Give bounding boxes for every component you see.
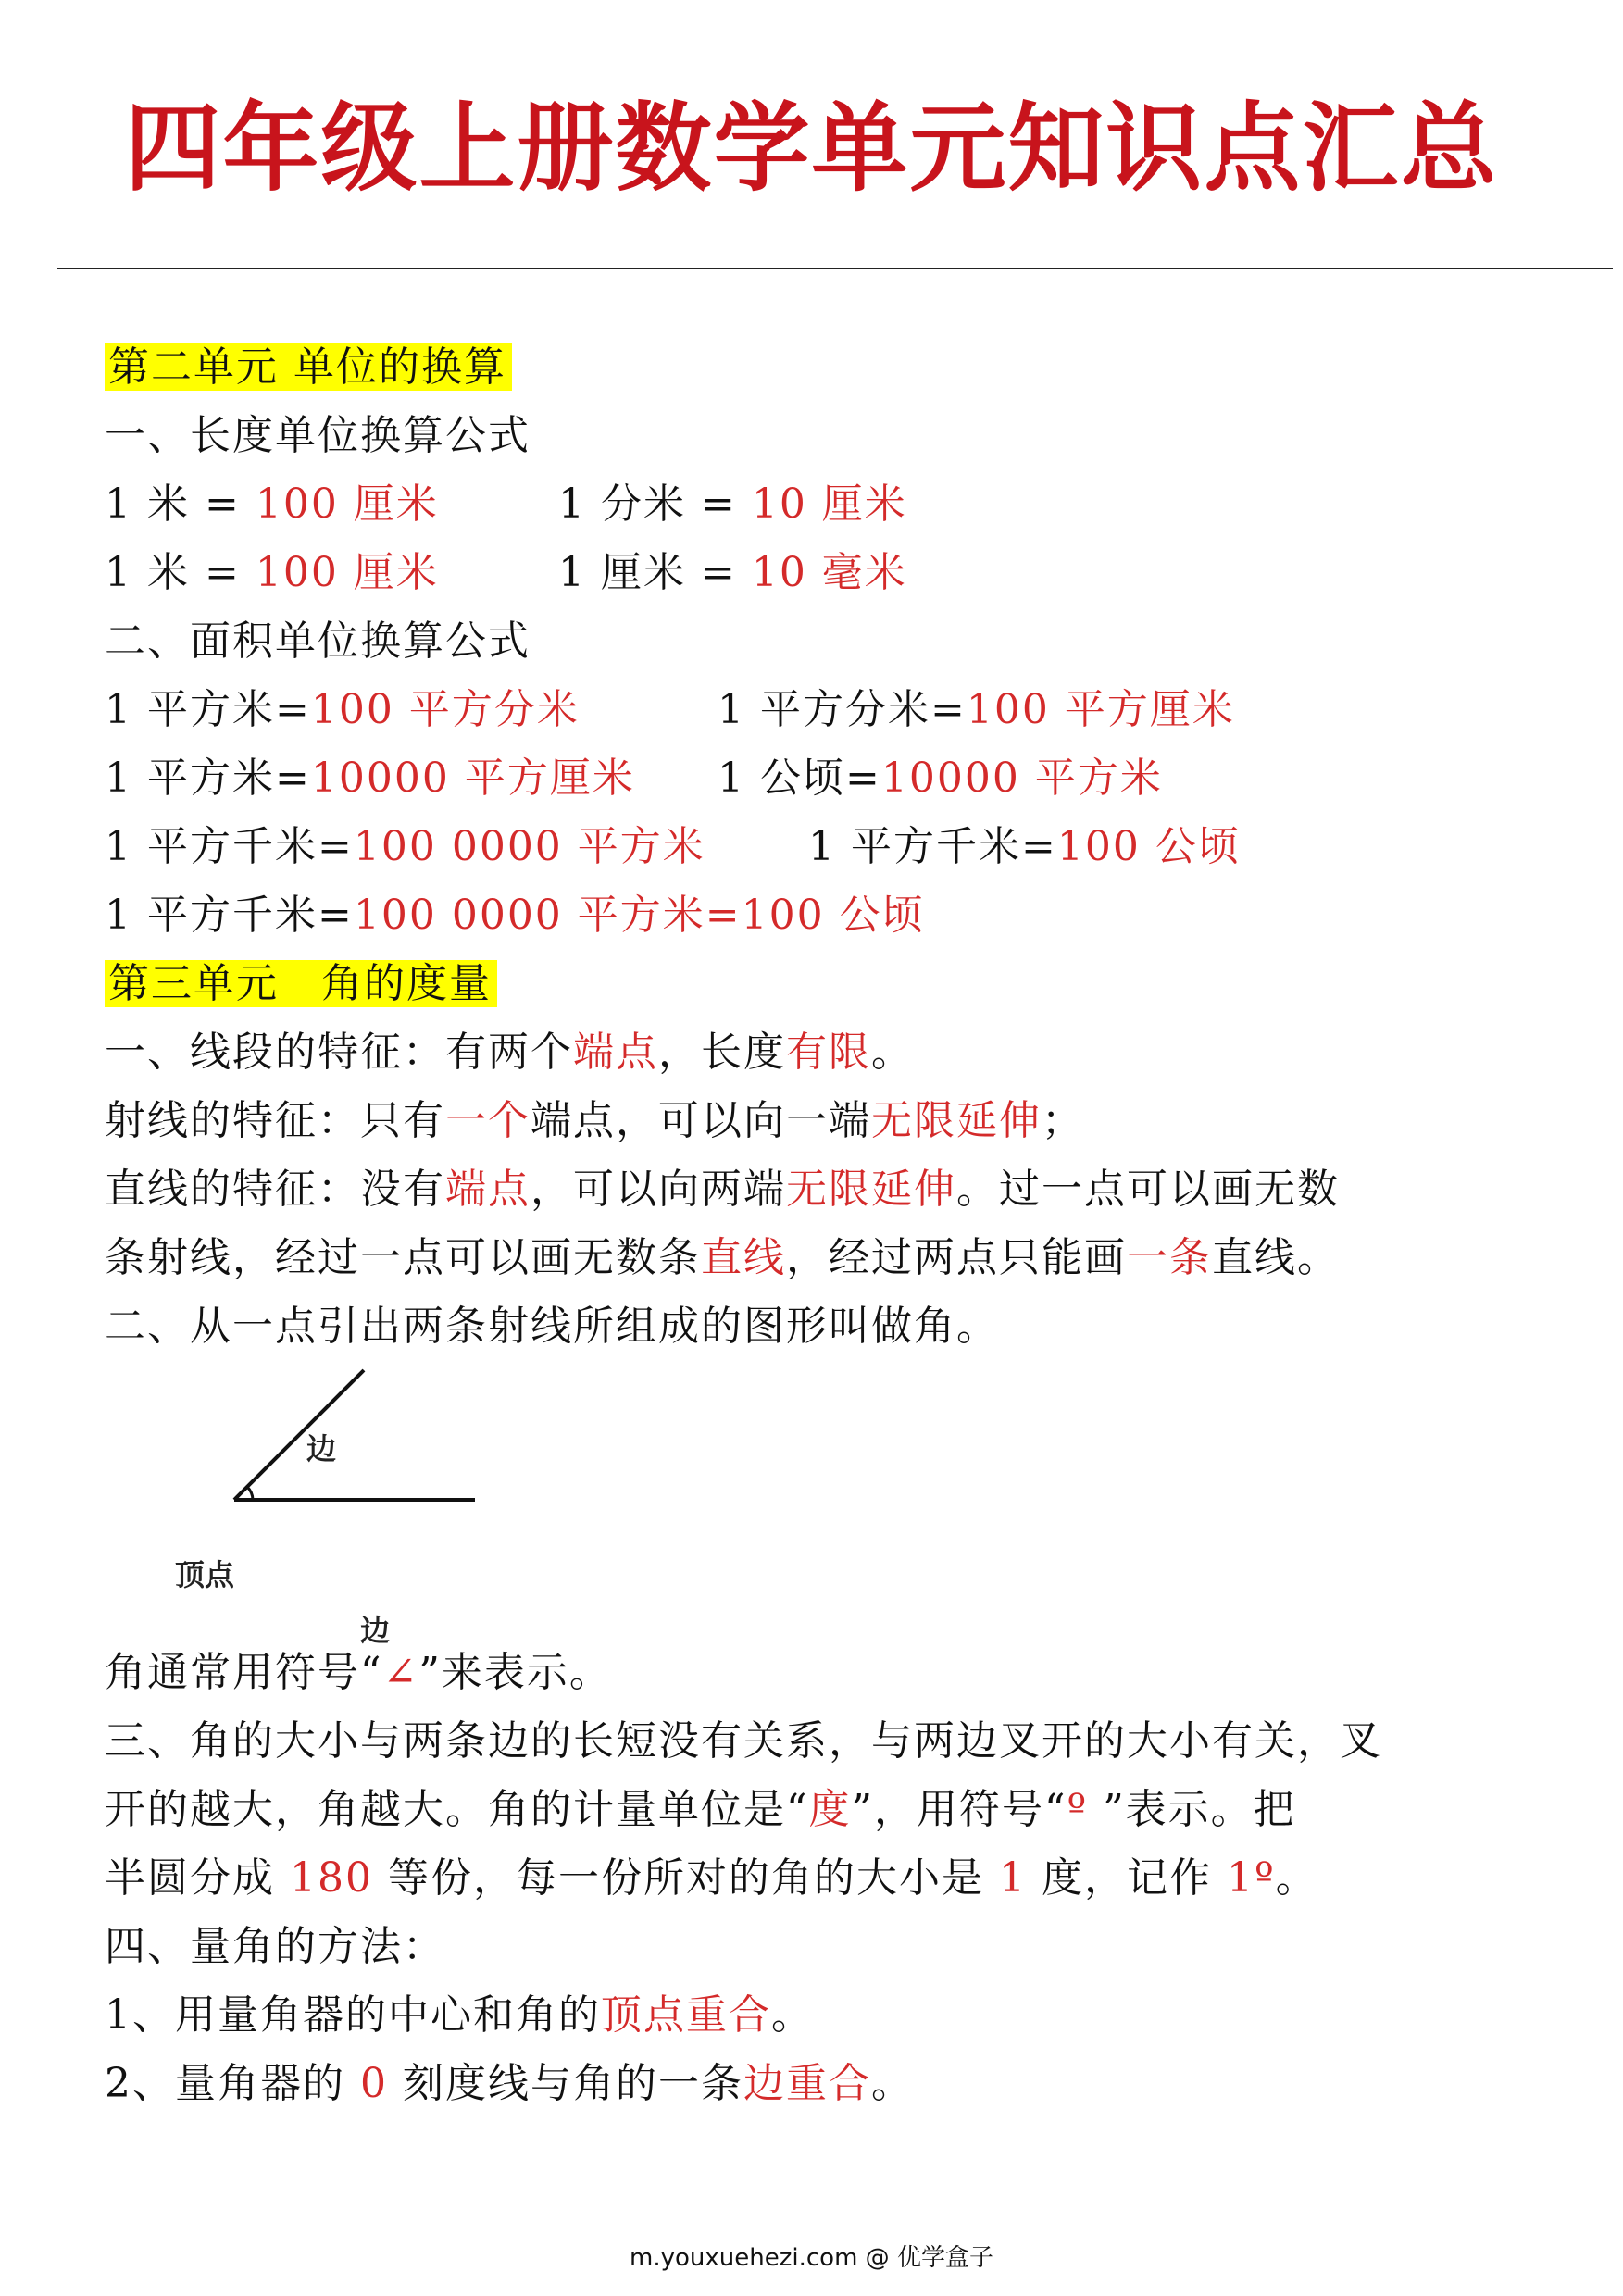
ray-feature: 射线的特征：只有一个端点，可以向一端无限延伸；: [105, 1097, 1084, 1144]
unit3-heading-line: [105, 950, 1586, 1018]
length-row-1: 1 米 = 100 厘米 1 分米 = 10 厘米: [105, 470, 1586, 539]
length-row-1-col2: 1 分米 = 10 厘米: [558, 480, 907, 528]
angle-arc: [247, 1487, 253, 1500]
length-row-2: 1 米 = 100 厘米 1 厘米 = 10 毫米: [105, 539, 1586, 607]
area-row-3-col2: 1 平方千米=100 公顷: [808, 823, 1241, 870]
line-feature-cont: 条射线，经过一点可以画无数条直线，经过两点只能画一条直线。: [105, 1234, 1340, 1281]
method-heading: 四、量角的方法：: [105, 1923, 445, 1970]
document-body: [105, 333, 1586, 2118]
side-label: 边: [306, 1431, 337, 1466]
segment-feature: 一、线段的特征：有两个端点，长度有限。: [105, 1029, 914, 1076]
area-row-1: 1 平方米=100 平方分米 1 平方分米=100 平方厘米: [105, 676, 1586, 744]
method-step-1: 1、用量角器的中心和角的顶点重合。: [105, 1991, 814, 2039]
angle-definition: 二、从一点引出两条射线所组成的图形叫做角。: [105, 1303, 999, 1350]
length-row-2-col2: 1 厘米 = 10 毫米: [558, 549, 907, 596]
footer-watermark: m.youxuehezi.com @ 优学盒子: [630, 2244, 993, 2272]
angle-size-1: 三、角的大小与两条边的长短没有关系，与两边叉开的大小有关，叉: [105, 1717, 1382, 1765]
area-row-2: 1 平方米=10000 平方厘米 1 公顷=10000 平方米: [105, 744, 1586, 813]
area-row-4: 1 平方千米=100 0000 平方米=100 公顷: [105, 892, 925, 939]
angle-figure: [105, 1361, 1586, 1648]
area-row-1-col2: 1 平方分米=100 平方厘米: [718, 686, 1235, 733]
side-label-2: 边: [360, 1613, 391, 1648]
angle-side-slanted: [234, 1370, 364, 1500]
unit2-heading-line: [105, 333, 1586, 402]
length-heading: 一、长度单位换算公式: [105, 412, 531, 459]
angle-size-3: 半圆分成 180 等份，每一份所对的角的大小是 1 度，记作 1º。: [105, 1854, 1318, 1902]
page-title: 四年级上册数学单元知识点汇总: [124, 92, 1499, 205]
unit3-heading: 第三单元 角的度量: [105, 960, 497, 1007]
title-divider: [57, 268, 1613, 269]
line-feature: 直线的特征：没有端点，可以向两端无限延伸。过一点可以画无数: [105, 1166, 1340, 1213]
angle-symbol: 角通常用符号“∠”来表示。: [105, 1649, 612, 1696]
area-row-3: 1 平方千米=100 0000 平方米 1 平方千米=100 公顷: [105, 813, 1586, 881]
method-step-2: 2、量角器的 0 刻度线与角的一条边重合。: [105, 2060, 914, 2107]
unit2-heading: 第二单元 单位的换算: [105, 343, 512, 391]
angle-size-2: 开的越大，角越大。角的计量单位是“度”，用符号“º ”表示。把: [105, 1786, 1296, 1833]
area-row-2-col2: 1 公顷=10000 平方米: [718, 755, 1163, 802]
vertex-label: 顶点: [175, 1557, 235, 1592]
area-heading: 二、面积单位换算公式: [105, 618, 531, 665]
